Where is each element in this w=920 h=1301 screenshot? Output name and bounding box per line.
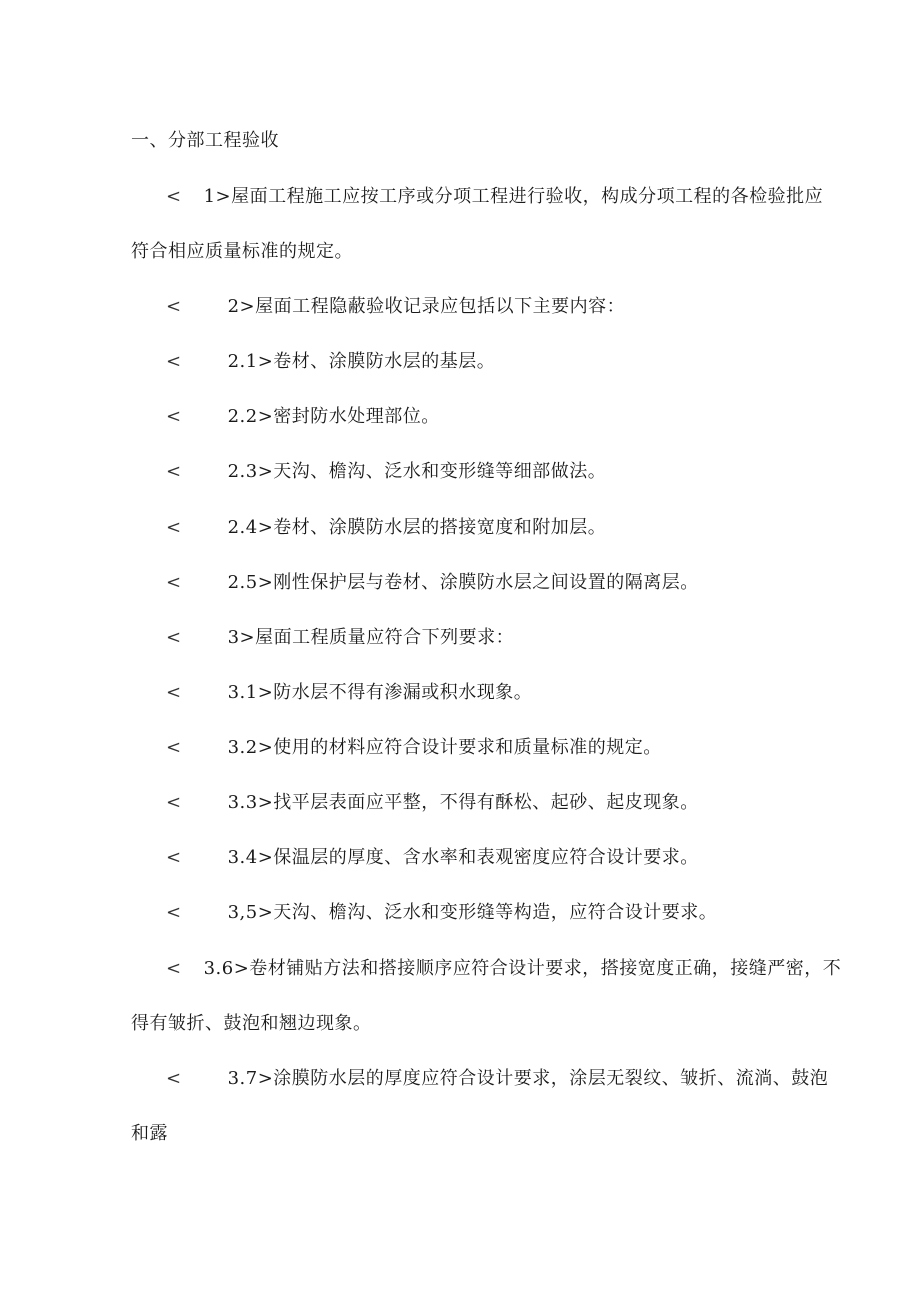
list-item <box>166 901 717 925</box>
list-item <box>166 626 514 650</box>
list-item <box>166 957 841 981</box>
bullet-marker: < <box>166 1068 182 1089</box>
bullet-marker: < <box>166 517 182 538</box>
bullet-marker: < <box>166 627 182 648</box>
paragraph-continuation <box>131 1122 168 1146</box>
list-item <box>166 1067 828 1091</box>
bullet-marker: < <box>166 461 182 482</box>
paragraph-text: 2>屋面工程隐蔽验收记录应包括以下主要内容： <box>227 296 626 317</box>
list-item <box>166 846 699 870</box>
paragraph-continuation <box>131 240 353 264</box>
bullet-marker: < <box>166 792 182 813</box>
paragraph-text: 2.1>卷材、涂膜防水层的基层。 <box>227 351 496 372</box>
bullet-marker: < <box>166 186 182 207</box>
list-item <box>166 295 625 319</box>
list-item <box>166 736 662 760</box>
heading-text: 一、分部工程验收 <box>131 130 279 151</box>
paragraph-text: 2.5>刚性保护层与卷材、涂膜防水层之间设置的隔离层。 <box>227 572 699 593</box>
paragraph-text: 3.7>涂膜防水层的厚度应符合设计要求，涂层无裂纹、皱折、流淌、鼓泡 <box>227 1068 829 1089</box>
list-item <box>166 405 440 429</box>
list-item <box>166 791 699 815</box>
paragraph-text: 1>屋面工程施工应按工序或分项工程进行验收，构成分项工程的各检验批应 <box>203 186 824 207</box>
paragraph-text: 得有皱折、鼓泡和翘边现象。 <box>131 1013 372 1034</box>
bullet-marker: < <box>166 572 182 593</box>
list-item <box>166 516 606 540</box>
paragraph-text: 符合相应质量标准的规定。 <box>131 241 353 262</box>
paragraph-text: 3.1>防水层不得有渗漏或积水现象。 <box>227 682 533 703</box>
list-item <box>166 350 495 374</box>
paragraph-text: 2.3>天沟、檐沟、泛水和变形缝等细部做法。 <box>227 461 607 482</box>
paragraph-text: 2.4>卷材、涂膜防水层的搭接宽度和附加层。 <box>227 517 607 538</box>
bullet-marker: < <box>166 902 182 923</box>
bullet-marker: < <box>166 296 182 317</box>
paragraph-text: 3.4>保温层的厚度、含水率和表观密度应符合设计要求。 <box>227 847 699 868</box>
paragraph-text: 3.2>使用的材料应符合设计要求和质量标准的规定。 <box>227 737 662 758</box>
section-heading <box>131 129 279 153</box>
paragraph-text: 3>屋面工程质量应符合下列要求： <box>227 627 515 648</box>
bullet-marker: < <box>166 406 182 427</box>
list-item <box>166 460 606 484</box>
list-item <box>166 185 823 209</box>
bullet-marker: < <box>166 351 182 372</box>
paragraph-text: 3.3>找平层表面应平整，不得有酥松、起砂、起皮现象。 <box>227 792 699 813</box>
list-item <box>166 571 699 595</box>
bullet-marker: < <box>166 847 182 868</box>
paragraph-continuation <box>131 1012 372 1036</box>
bullet-marker: < <box>166 737 182 758</box>
bullet-marker: < <box>166 682 182 703</box>
paragraph-text: 3.6>卷材铺贴方法和搭接顺序应符合设计要求，搭接宽度正确，接缝严密，不 <box>203 958 842 979</box>
list-item <box>166 681 532 705</box>
paragraph-text: 2.2>密封防水处理部位。 <box>227 406 440 427</box>
paragraph-text: 和露 <box>131 1123 168 1144</box>
paragraph-text: 3,5>天沟、檐沟、泛水和变形缝等构造，应符合设计要求。 <box>227 902 718 923</box>
bullet-marker: < <box>166 958 182 979</box>
